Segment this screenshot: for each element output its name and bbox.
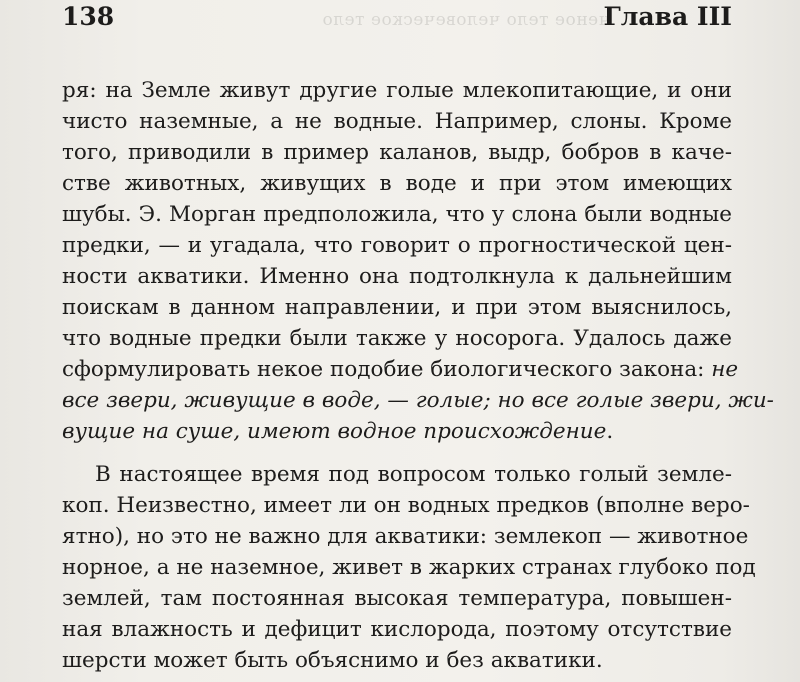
paragraph (62, 459, 756, 676)
chapter-title: Глава III (603, 2, 732, 31)
text-line: ря: на Земле живут другие голые млекопитающие, и они (62, 78, 732, 103)
italic-text: вущие на суше, имеют водное происхождение (62, 419, 607, 444)
text-line: сформулировать некое подобие биологического закона: не (62, 357, 739, 382)
text-line: поискам в данном направлении, и при этом выяснилось, (62, 295, 732, 320)
page-number: 138 (62, 2, 115, 31)
text-line: ности акватики. Именно она подтолкнула к дальнейшим (62, 264, 732, 289)
show-through-text: ченое тело человеческое тело (322, 10, 610, 30)
text-line: ятно), но это не важно для акватики: землекоп — животное (62, 524, 749, 549)
text-line: шерсти может быть объяснимо и без акватики. (62, 648, 603, 673)
text-line: стве животных, живущих в воде и при этом имеющих (62, 171, 732, 196)
italic-text-line: все звери, живущие в воде, — голые; но все голые звери, жи- (62, 388, 774, 413)
text-line: чисто наземные, а не водные. Например, слоны. Кроме (62, 109, 732, 134)
text-line: предки, — и угадала, что говорит о прогностической цен- (62, 233, 732, 258)
text-line: того, приводили в пример каланов, выдр, бобров в каче- (62, 140, 732, 165)
text-line: землей, там постоянная высокая температура, повышен- (62, 586, 732, 611)
body-text (62, 75, 774, 676)
text-line: В настоящее время под вопросом только голый земле- (95, 462, 732, 487)
text-line: норное, а не наземное, живет в жарких странах глубоко под (62, 555, 756, 580)
paragraph (62, 75, 774, 447)
text-line: что водные предки были также у носорога. Удалось даже (62, 326, 732, 351)
text-line: вущие на суше, имеют водное происхождение. (62, 419, 614, 444)
italic-text: не (711, 357, 739, 382)
text-line: коп. Неизвестно, имеет ли он водных предков (вполне веро- (62, 493, 750, 518)
paragraph-gap (62, 447, 732, 459)
text-line: ная влажность и дефицит кислорода, поэтому отсутствие (62, 617, 732, 642)
text-line: шубы. Э. Морган предположила, что у слона были водные (62, 202, 732, 227)
